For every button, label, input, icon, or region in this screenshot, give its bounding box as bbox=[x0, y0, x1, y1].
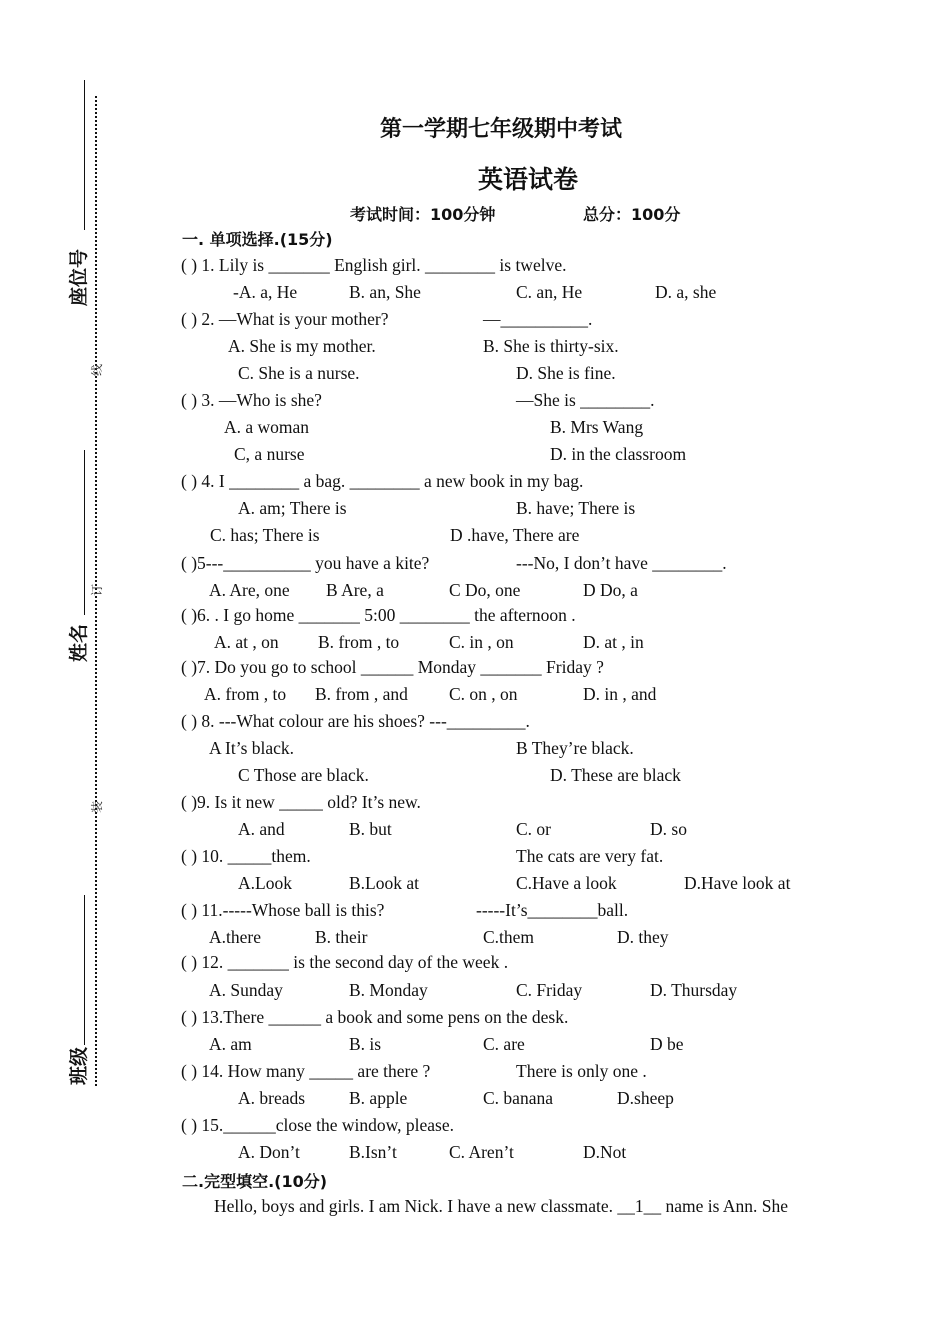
q13-stem: ( ) 13.There ______ a book and some pens on the desk. bbox=[181, 1007, 569, 1027]
q15-option-c: C. Aren’t bbox=[449, 1142, 514, 1162]
q6-option-b: B. from , to bbox=[318, 632, 400, 652]
q12-option-d: D. Thursday bbox=[650, 980, 738, 1000]
q13-option-d: D be bbox=[650, 1034, 684, 1054]
q7-option-a: A. from , to bbox=[204, 684, 287, 704]
q6-option-c: C. in , on bbox=[449, 632, 514, 652]
q2-stem-answer: —__________. bbox=[483, 309, 593, 329]
name-underline bbox=[84, 450, 85, 615]
q2-option-d: D. She is fine. bbox=[516, 363, 616, 383]
q11-option-c: C.them bbox=[483, 927, 535, 947]
q8-stem: ( ) 8. ---What colour are his shoes? ---_________. bbox=[181, 711, 530, 731]
q9-stem: ( )9. Is it new _____ old? It’s new. bbox=[181, 792, 421, 812]
q1-option-d: D. a, she bbox=[655, 282, 717, 302]
exam-total-score: 总分：100分 bbox=[583, 205, 681, 224]
student-name-label: 姓名 bbox=[68, 623, 90, 662]
q9-option-b: B. but bbox=[349, 819, 392, 839]
q5-option-c: C Do, one bbox=[449, 580, 521, 600]
q6-stem: ( )6. . I go home _______ 5:00 ________ the afternoon . bbox=[181, 605, 576, 625]
q14-option-d: D.sheep bbox=[617, 1088, 674, 1108]
binding-mark-ding: 订 bbox=[90, 583, 104, 596]
q11-stem: ( ) 11.-----Whose ball is this? bbox=[181, 900, 385, 920]
q11-option-b: B. their bbox=[315, 927, 368, 947]
q10-stem: ( ) 10. _____them. bbox=[181, 846, 311, 866]
q12-option-b: B. Monday bbox=[349, 980, 428, 1000]
class-underline bbox=[84, 895, 85, 1045]
q11-stem-answer: -----It’s________ball. bbox=[476, 900, 629, 920]
q14-stem-answer: There is only one . bbox=[516, 1061, 647, 1081]
q3-stem: ( ) 3. —Who is she? bbox=[181, 390, 322, 410]
q10-option-b: B.Look at bbox=[349, 873, 419, 893]
q5-stem-answer: ---No, I don’t have ________. bbox=[516, 553, 727, 573]
q6-option-a: A. at , on bbox=[214, 632, 279, 652]
q13-option-c: C. are bbox=[483, 1034, 525, 1054]
q7-option-c: C. on , on bbox=[449, 684, 518, 704]
q10-option-c: C.Have a look bbox=[516, 873, 617, 893]
q14-stem: ( ) 14. How many _____ are there ? bbox=[181, 1061, 431, 1081]
seat-underline bbox=[84, 80, 85, 230]
q7-stem: ( )7. Do you go to school ______ Monday _______ Friday ? bbox=[181, 657, 604, 677]
q9-option-a: A. and bbox=[238, 819, 285, 839]
q1-option-c: C. an, He bbox=[516, 282, 583, 302]
q9-option-d: D. so bbox=[650, 819, 687, 839]
q9-option-c: C. or bbox=[516, 819, 551, 839]
q1-option-b: B. an, She bbox=[349, 282, 421, 302]
q7-option-b: B. from , and bbox=[315, 684, 408, 704]
q14-option-a: A. breads bbox=[238, 1088, 306, 1108]
q3-option-c: C, a nurse bbox=[234, 444, 305, 464]
q8-option-c: C Those are black. bbox=[238, 765, 369, 785]
q14-option-b: B. apple bbox=[349, 1088, 408, 1108]
q13-option-a: A. am bbox=[209, 1034, 252, 1054]
q2-option-a: A. She is my mother. bbox=[228, 336, 376, 356]
q3-option-b: B. Mrs Wang bbox=[550, 417, 644, 437]
q15-stem: ( ) 15.______close the window, please. bbox=[181, 1115, 454, 1135]
q3-option-a: A. a woman bbox=[224, 417, 310, 437]
q3-stem-answer: —She is ________. bbox=[516, 390, 655, 410]
q11-option-a: A.there bbox=[209, 927, 261, 947]
q5-option-a: A. Are, one bbox=[209, 580, 290, 600]
q2-option-b: B. She is thirty-six. bbox=[483, 336, 619, 356]
section1-heading: 一. 单项选择.(15分) bbox=[182, 230, 333, 249]
q15-option-a: A. Don’t bbox=[238, 1142, 300, 1162]
q2-stem: ( ) 2. —What is your mother? bbox=[181, 309, 389, 329]
binding-mark-zhuang: 装 bbox=[90, 800, 104, 813]
q2-option-c: C. She is a nurse. bbox=[238, 363, 360, 383]
q13-option-b: B. is bbox=[349, 1034, 382, 1054]
q4-option-c: C. has; There is bbox=[210, 525, 320, 545]
exam-title: 第一学期七年级期中考试 bbox=[380, 117, 623, 142]
binding-mark-xian: 线 bbox=[90, 363, 104, 376]
q5-stem: ( )5---__________ you have a kite? bbox=[181, 553, 430, 573]
section2-heading: 二.完型填空.(10分) bbox=[182, 1172, 328, 1191]
q12-option-a: A. Sunday bbox=[209, 980, 283, 1000]
q10-stem-context: The cats are very fat. bbox=[516, 846, 664, 866]
q11-option-d: D. they bbox=[617, 927, 669, 947]
q15-option-b: B.Isn’t bbox=[349, 1142, 397, 1162]
q15-option-d: D.Not bbox=[583, 1142, 627, 1162]
q8-option-d: D. These are black bbox=[550, 765, 681, 785]
seat-number-label: 座位号 bbox=[68, 248, 90, 306]
q5-option-b: B Are, a bbox=[326, 580, 384, 600]
q6-option-d: D. at , in bbox=[583, 632, 644, 652]
q1-option-a: -A. a, He bbox=[233, 282, 298, 302]
exam-subtitle: 英语试卷 bbox=[478, 165, 579, 194]
q8-option-a: A It’s black. bbox=[209, 738, 295, 758]
q8-option-b: B They’re black. bbox=[516, 738, 634, 758]
q4-option-a: A. am; There is bbox=[238, 498, 347, 518]
class-label: 班级 bbox=[68, 1046, 90, 1085]
q12-stem: ( ) 12. _______ is the second day of the week . bbox=[181, 952, 509, 972]
q4-stem: ( ) 4. I ________ a bag. ________ a new book in my bag. bbox=[181, 471, 584, 491]
q3-option-d: D. in the classroom bbox=[550, 444, 687, 464]
q10-option-d: D.Have look at bbox=[684, 873, 791, 893]
q1-stem: ( ) 1. Lily is _______ English girl. ________ is twelve. bbox=[181, 255, 567, 275]
q4-option-d: D .have, There are bbox=[450, 525, 580, 545]
q14-option-c: C. banana bbox=[483, 1088, 553, 1108]
cloze-passage-line: Hello, boys and girls. I am Nick. I have a new classmate. __1__ name is Ann. She bbox=[214, 1196, 788, 1216]
exam-time: 考试时间：100分钟 bbox=[350, 205, 496, 224]
q7-option-d: D. in , and bbox=[583, 684, 657, 704]
q10-option-a: A.Look bbox=[238, 873, 292, 893]
q12-option-c: C. Friday bbox=[516, 980, 583, 1000]
q4-option-b: B. have; There is bbox=[516, 498, 636, 518]
q5-option-d: D Do, a bbox=[583, 580, 638, 600]
